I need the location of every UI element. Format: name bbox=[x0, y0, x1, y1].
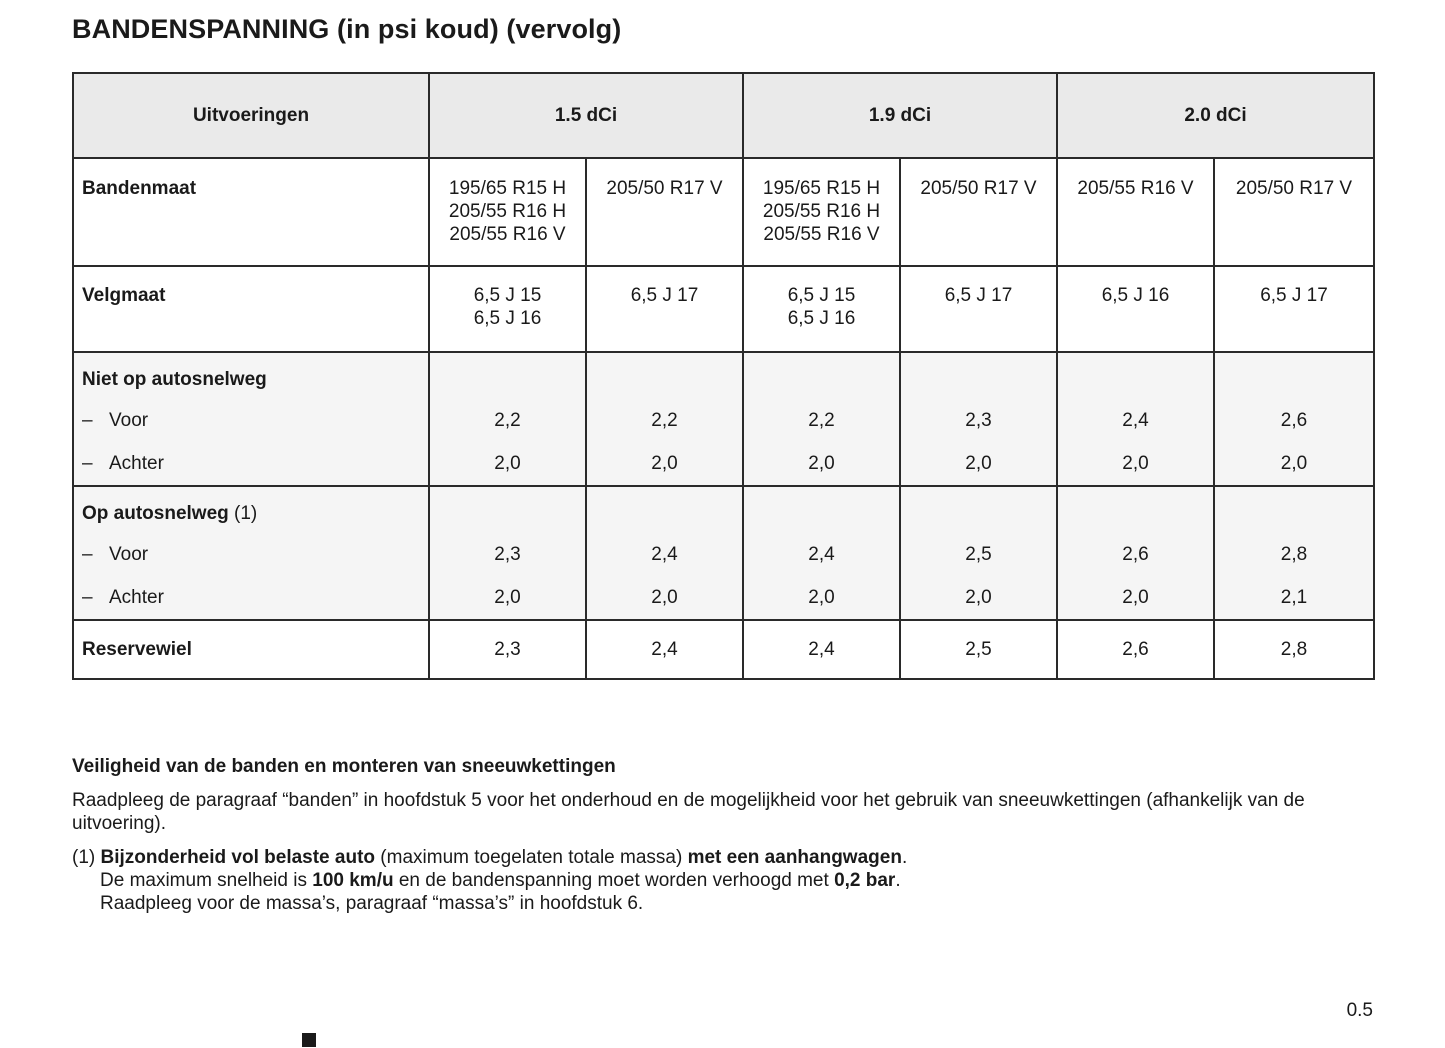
table-cell bbox=[900, 266, 1057, 352]
table-cell: 2,4 bbox=[743, 620, 900, 679]
table-cell: 2,8 bbox=[1214, 620, 1374, 679]
row-label: Bandenmaat bbox=[82, 178, 197, 199]
rear-value: 2,0 bbox=[494, 453, 521, 474]
rear-value: 2,0 bbox=[651, 453, 678, 474]
cell-line: 205/55 R16 V bbox=[1077, 178, 1194, 199]
footnote-text: Raadpleeg voor de massa’s, paragraaf “massa’s” in hoofdstuk 6. bbox=[100, 893, 644, 914]
rear-value: 2,0 bbox=[651, 587, 678, 608]
table-row-motorway bbox=[73, 486, 1374, 620]
table-cell bbox=[900, 486, 1057, 620]
cell-line: 195/65 R15 H bbox=[448, 178, 567, 199]
cell-line: 205/50 R17 V bbox=[606, 178, 723, 199]
cell-line: 6,5 J 17 bbox=[1260, 285, 1328, 306]
front-value: 2,2 bbox=[494, 410, 521, 431]
front-value: 2,8 bbox=[1280, 544, 1308, 565]
cell-line: 6,5 J 16 bbox=[787, 308, 856, 329]
rear-value: 2,0 bbox=[965, 453, 992, 474]
table-cell bbox=[586, 158, 743, 266]
table-cell: 2,4 bbox=[586, 620, 743, 679]
footnote-text: De maximum snelheid is bbox=[100, 870, 313, 891]
dash: – bbox=[82, 544, 93, 565]
row-label: Op autosnelweg bbox=[82, 503, 229, 524]
table-cell bbox=[743, 486, 900, 620]
table-cell bbox=[429, 266, 586, 352]
table-header-row bbox=[73, 73, 1374, 158]
front-label: Voor bbox=[109, 544, 149, 565]
front-value: 2,5 bbox=[965, 544, 992, 565]
row-label: Niet op autosnelweg bbox=[82, 369, 267, 390]
front-value: 2,3 bbox=[494, 544, 521, 565]
table-cell bbox=[586, 352, 743, 486]
table-row-tyre-size bbox=[73, 158, 1374, 266]
rear-label: Achter bbox=[109, 453, 164, 474]
table-cell bbox=[586, 266, 743, 352]
table-cell bbox=[429, 486, 586, 620]
tyre-pressure-table bbox=[72, 72, 1375, 680]
table-cell bbox=[429, 352, 586, 486]
cell-line: 195/65 R15 H bbox=[762, 178, 881, 199]
cell-line: 205/55 R16 V bbox=[449, 224, 566, 245]
table-cell bbox=[1214, 486, 1374, 620]
table-cell bbox=[1214, 352, 1374, 486]
cell-line: 205/50 R17 V bbox=[920, 178, 1037, 199]
table-cell bbox=[1214, 266, 1374, 352]
dash: – bbox=[82, 410, 93, 431]
rear-value: 2,1 bbox=[1280, 587, 1308, 608]
footnote-bold: met een aanhangwagen bbox=[687, 847, 902, 868]
rear-value: 2,0 bbox=[494, 587, 521, 608]
footnote-bold: 100 km/u bbox=[312, 870, 394, 891]
table-cell bbox=[743, 158, 900, 266]
front-value: 2,3 bbox=[965, 410, 992, 431]
table-row-not-motorway bbox=[73, 352, 1374, 486]
page-number: 0.5 bbox=[1346, 1000, 1373, 1021]
footnote-bold: Bijzonderheid vol belaste auto bbox=[100, 847, 376, 868]
row-label: Reservewiel bbox=[73, 620, 429, 679]
front-value: 2,2 bbox=[808, 410, 835, 431]
footnote-text: . bbox=[901, 847, 908, 868]
cell-line: 205/50 R17 V bbox=[1235, 178, 1353, 199]
table-cell bbox=[1057, 158, 1214, 266]
header-engine: 2.0 dCi bbox=[1057, 73, 1374, 158]
front-value: 2,2 bbox=[651, 410, 678, 431]
front-value: 2,4 bbox=[1122, 410, 1149, 431]
table-row-rim-size bbox=[73, 266, 1374, 352]
front-value: 2,4 bbox=[808, 544, 835, 565]
row-label: Velgmaat bbox=[82, 285, 166, 306]
table-cell bbox=[743, 266, 900, 352]
front-value: 2,4 bbox=[651, 544, 678, 565]
table-cell bbox=[900, 352, 1057, 486]
table-row-spare bbox=[73, 620, 1374, 679]
rear-label: Achter bbox=[109, 587, 164, 608]
cell-line: 205/55 R16 H bbox=[448, 201, 567, 222]
table-cell bbox=[586, 486, 743, 620]
cell-line: 6,5 J 15 bbox=[473, 285, 542, 306]
footnote-text: en de bandenspanning moet worden verhoogd met bbox=[393, 870, 835, 891]
rear-value: 2,0 bbox=[808, 453, 835, 474]
front-value: 2,6 bbox=[1122, 544, 1149, 565]
cell-line: 6,5 J 15 bbox=[787, 285, 856, 306]
table-cell: 2,3 bbox=[429, 620, 586, 679]
rear-value: 2,0 bbox=[1280, 453, 1308, 474]
footnote-text: . bbox=[895, 870, 901, 891]
dash: – bbox=[82, 453, 93, 474]
footnote-text: (maximum toegelaten totale massa) bbox=[375, 847, 688, 868]
cell-line: 6,5 J 17 bbox=[630, 285, 699, 306]
table-cell bbox=[429, 158, 586, 266]
footnote-bold: 0,2 bar bbox=[834, 870, 896, 891]
table-cell bbox=[1214, 158, 1374, 266]
cell-line: 6,5 J 17 bbox=[944, 285, 1013, 306]
table-cell: 2,5 bbox=[900, 620, 1057, 679]
square-marker-icon bbox=[302, 1033, 316, 1047]
page-title: BANDENSPANNING (in psi koud) (vervolg) bbox=[72, 14, 622, 44]
cell-line: 6,5 J 16 bbox=[1101, 285, 1170, 306]
header-label: Uitvoeringen bbox=[73, 73, 429, 158]
header-engine: 1.9 dCi bbox=[743, 73, 1057, 158]
front-value: 2,6 bbox=[1280, 410, 1308, 431]
rear-value: 2,0 bbox=[808, 587, 835, 608]
table-cell bbox=[743, 352, 900, 486]
front-label: Voor bbox=[109, 410, 149, 431]
table-cell: 2,6 bbox=[1057, 620, 1214, 679]
dash: – bbox=[82, 587, 93, 608]
footnote-ref: (1) bbox=[234, 503, 258, 524]
cell-line: 205/55 R16 V bbox=[763, 224, 880, 245]
rear-value: 2,0 bbox=[965, 587, 992, 608]
section-heading: Veiligheid van de banden en monteren van sneeuwkettingen bbox=[72, 756, 616, 777]
header-engine: 1.5 dCi bbox=[429, 73, 743, 158]
table-cell bbox=[1057, 266, 1214, 352]
footnote-marker: (1) bbox=[72, 847, 96, 868]
cell-line: 6,5 J 16 bbox=[473, 308, 542, 329]
rear-value: 2,0 bbox=[1122, 453, 1149, 474]
section-body: Raadpleeg de paragraaf “banden” in hoofdstuk 5 voor het onderhoud en de mogelijkheid voor het gebruik van sneeuwkettingen (afhankelijk van de uitvoering). bbox=[72, 790, 1305, 834]
table-cell bbox=[900, 158, 1057, 266]
table-cell bbox=[1057, 486, 1214, 620]
table-cell bbox=[1057, 352, 1214, 486]
cell-line: 205/55 R16 H bbox=[762, 201, 881, 222]
footnote bbox=[72, 846, 1373, 915]
rear-value: 2,0 bbox=[1122, 587, 1149, 608]
